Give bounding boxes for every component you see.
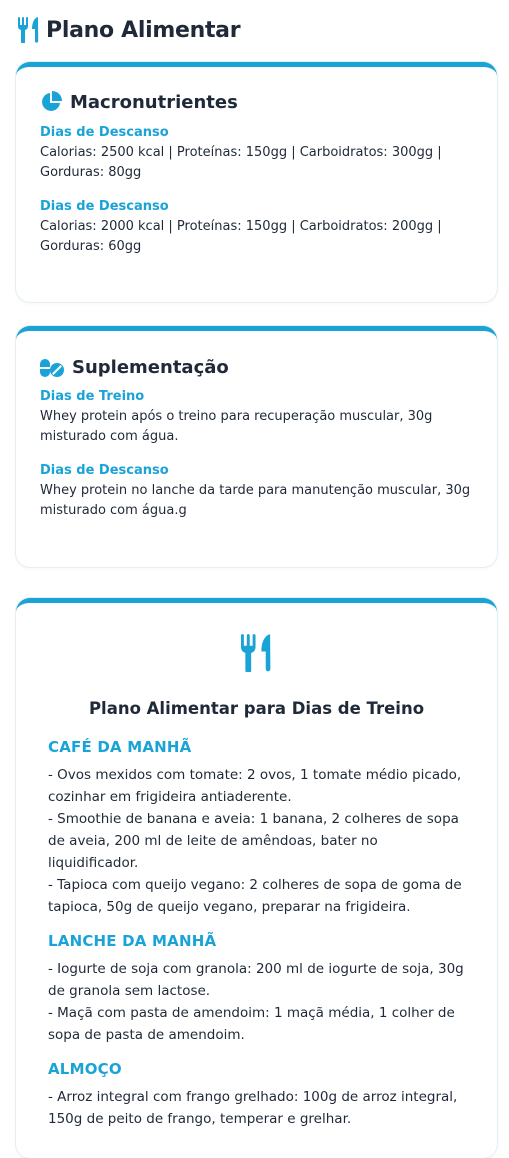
meal-item: - Tapioca com queijo vegano: 2 colheres de sopa de goma de tapioca, 50g de queijo vegano, preparar na frigideira. [48, 877, 462, 915]
pills-icon [40, 358, 64, 378]
meal-item: - Smoothie de banana e aveia: 1 banana, 2 colheres de sopa de aveia, 200 ml de leite de amêndoas, bater no liquidificador. [48, 811, 459, 871]
meal-title: ALMOÇO [48, 1060, 122, 1078]
supplements-block-text: Whey protein após o treino para recuperação muscular, 30g misturado com água. [40, 409, 433, 444]
supplements-block [40, 388, 473, 447]
supplements-card [16, 326, 497, 567]
meal-item: - Ovos mexidos com tomate: 2 ovos, 1 tomate médio picado, cozinhar em frigideira antiaderente. [48, 767, 462, 805]
meal-item: - Maçã com pasta de amendoim: 1 maçã média, 1 colher de sopa de pasta de amendoim. [48, 1005, 455, 1043]
macros-block-label: Dias de Descanso [40, 125, 169, 140]
supplements-block-text: Whey protein no lanche da tarde para manutenção muscular, 30g misturado com água.g [40, 483, 471, 518]
supplements-block-label: Dias de Treino [40, 389, 145, 404]
macronutrients-card [16, 62, 497, 302]
meal-section-breakfast [48, 738, 465, 918]
meal-item: - Arroz integral com frango grelhado: 100g de arroz integral, 150g de peito de frango, temperar e grelhar. [48, 1089, 458, 1127]
supplements-title: Suplementação [72, 357, 229, 378]
meal-section-morning-snack [48, 932, 465, 1046]
macros-block-label: Dias de Descanso [40, 199, 169, 214]
pie-chart-icon [40, 91, 62, 113]
supplements-block [40, 462, 473, 521]
meal-plan-icon-wrap [48, 633, 465, 673]
meal-title: CAFÉ DA MANHÃ [48, 738, 192, 756]
page-title: Plano Alimentar [46, 17, 241, 43]
macronutrients-title-row [40, 91, 473, 113]
macros-block [40, 198, 473, 257]
meal-section-lunch [48, 1060, 465, 1130]
page-header [18, 14, 240, 46]
macronutrients-title: Macronutrientes [70, 91, 238, 113]
supplements-title-row [40, 357, 473, 378]
meal-title: LANCHE DA MANHÃ [48, 932, 217, 950]
meal-item: - Iogurte de soja com granola: 200 ml de iogurte de soja, 30g de granola sem lactose. [48, 961, 464, 999]
supplements-block-label: Dias de Descanso [40, 463, 169, 478]
utensils-icon [18, 17, 40, 43]
macros-block-text: Calorias: 2500 kcal | Proteínas: 150gg | Carboidratos: 300gg | Gorduras: 80gg [40, 145, 442, 180]
macros-block-text: Calorias: 2000 kcal | Proteínas: 150gg | Carboidratos: 200gg | Gorduras: 60gg [40, 219, 442, 254]
meal-plan-title: Plano Alimentar para Dias de Treino [88, 699, 425, 718]
meal-plan-card [16, 598, 497, 1158]
utensils-icon [241, 633, 273, 673]
macros-block [40, 124, 473, 183]
